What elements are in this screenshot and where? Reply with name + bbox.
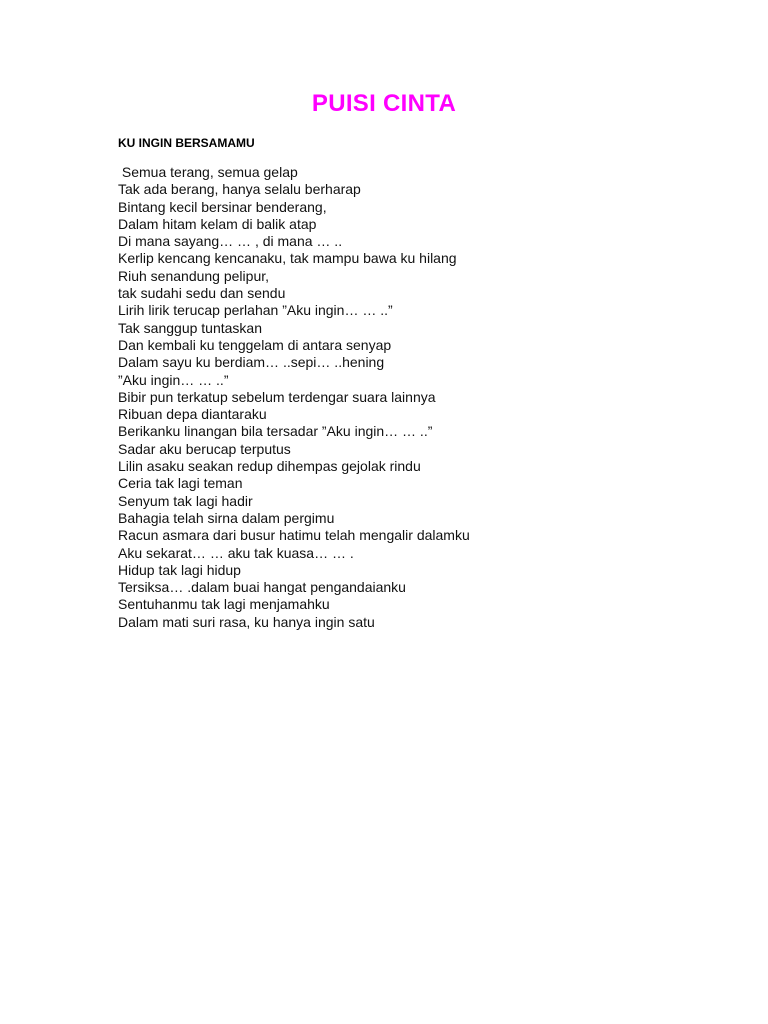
poem-body [118, 164, 470, 631]
poem-line: Ceria tak lagi teman [118, 475, 243, 492]
poem-line: Senyum tak lagi hadir [118, 492, 253, 509]
poem-line: Dalam hitam kelam di balik atap [118, 215, 317, 232]
poem-line: Riuh senandung pelipur, [118, 267, 270, 284]
poem-line: Di mana sayang… … , di mana … .. [118, 233, 343, 250]
poem-line: Kerlip kencang kencanaku, tak mampu bawa ku hilang [118, 250, 457, 267]
poem-line: Dan kembali ku tenggelam di antara senyap [118, 336, 392, 353]
poem-line: Tak sanggup tuntaskan [118, 319, 262, 336]
poem-line: Bibir pun terkatup sebelum terdengar suara lainnya [118, 388, 436, 405]
poem-line: Hidup tak lagi hidup [118, 561, 241, 578]
poem-line: Sentuhanmu tak lagi menjamahku [118, 596, 330, 613]
poem-title: KU INGIN BERSAMAMU [118, 136, 255, 150]
poem-line: Dalam mati suri rasa, ku hanya ingin satu [118, 613, 375, 630]
poem-line: Berikanku linangan bila tersadar ”Aku ingin… … ..” [118, 423, 433, 440]
poem-line: Bintang kecil bersinar benderang, [118, 198, 327, 215]
poem-line: Bahagia telah sirna dalam pergimu [118, 509, 335, 526]
poem-line: Racun asmara dari busur hatimu telah mengalir dalamku [118, 527, 470, 544]
poem-line: Dalam sayu ku berdiam… ..sepi… ..hening [118, 354, 385, 371]
poem-line: Tersiksa… .dalam buai hangat pengandaianku [118, 579, 406, 596]
document-title: PUISI CINTA [311, 90, 457, 117]
poem-line: Semua terang, semua gelap [118, 164, 298, 180]
poem-line: Lirih lirik terucap perlahan ”Aku ingin… … ..” [118, 302, 393, 319]
poem-line: Lilin asaku seakan redup dihempas gejolak rindu [118, 458, 421, 475]
poem-line: tak sudahi sedu dan sendu [118, 285, 286, 302]
poem-line: Aku sekarat… … aku tak kuasa… … . [118, 544, 354, 561]
poem-line: Tak ada berang, hanya selalu berharap [118, 181, 361, 198]
poem-line: ”Aku ingin… … ..” [118, 371, 229, 388]
poem-line: Ribuan depa diantaraku [118, 406, 267, 423]
poem-line: Sadar aku berucap terputus [118, 440, 291, 457]
